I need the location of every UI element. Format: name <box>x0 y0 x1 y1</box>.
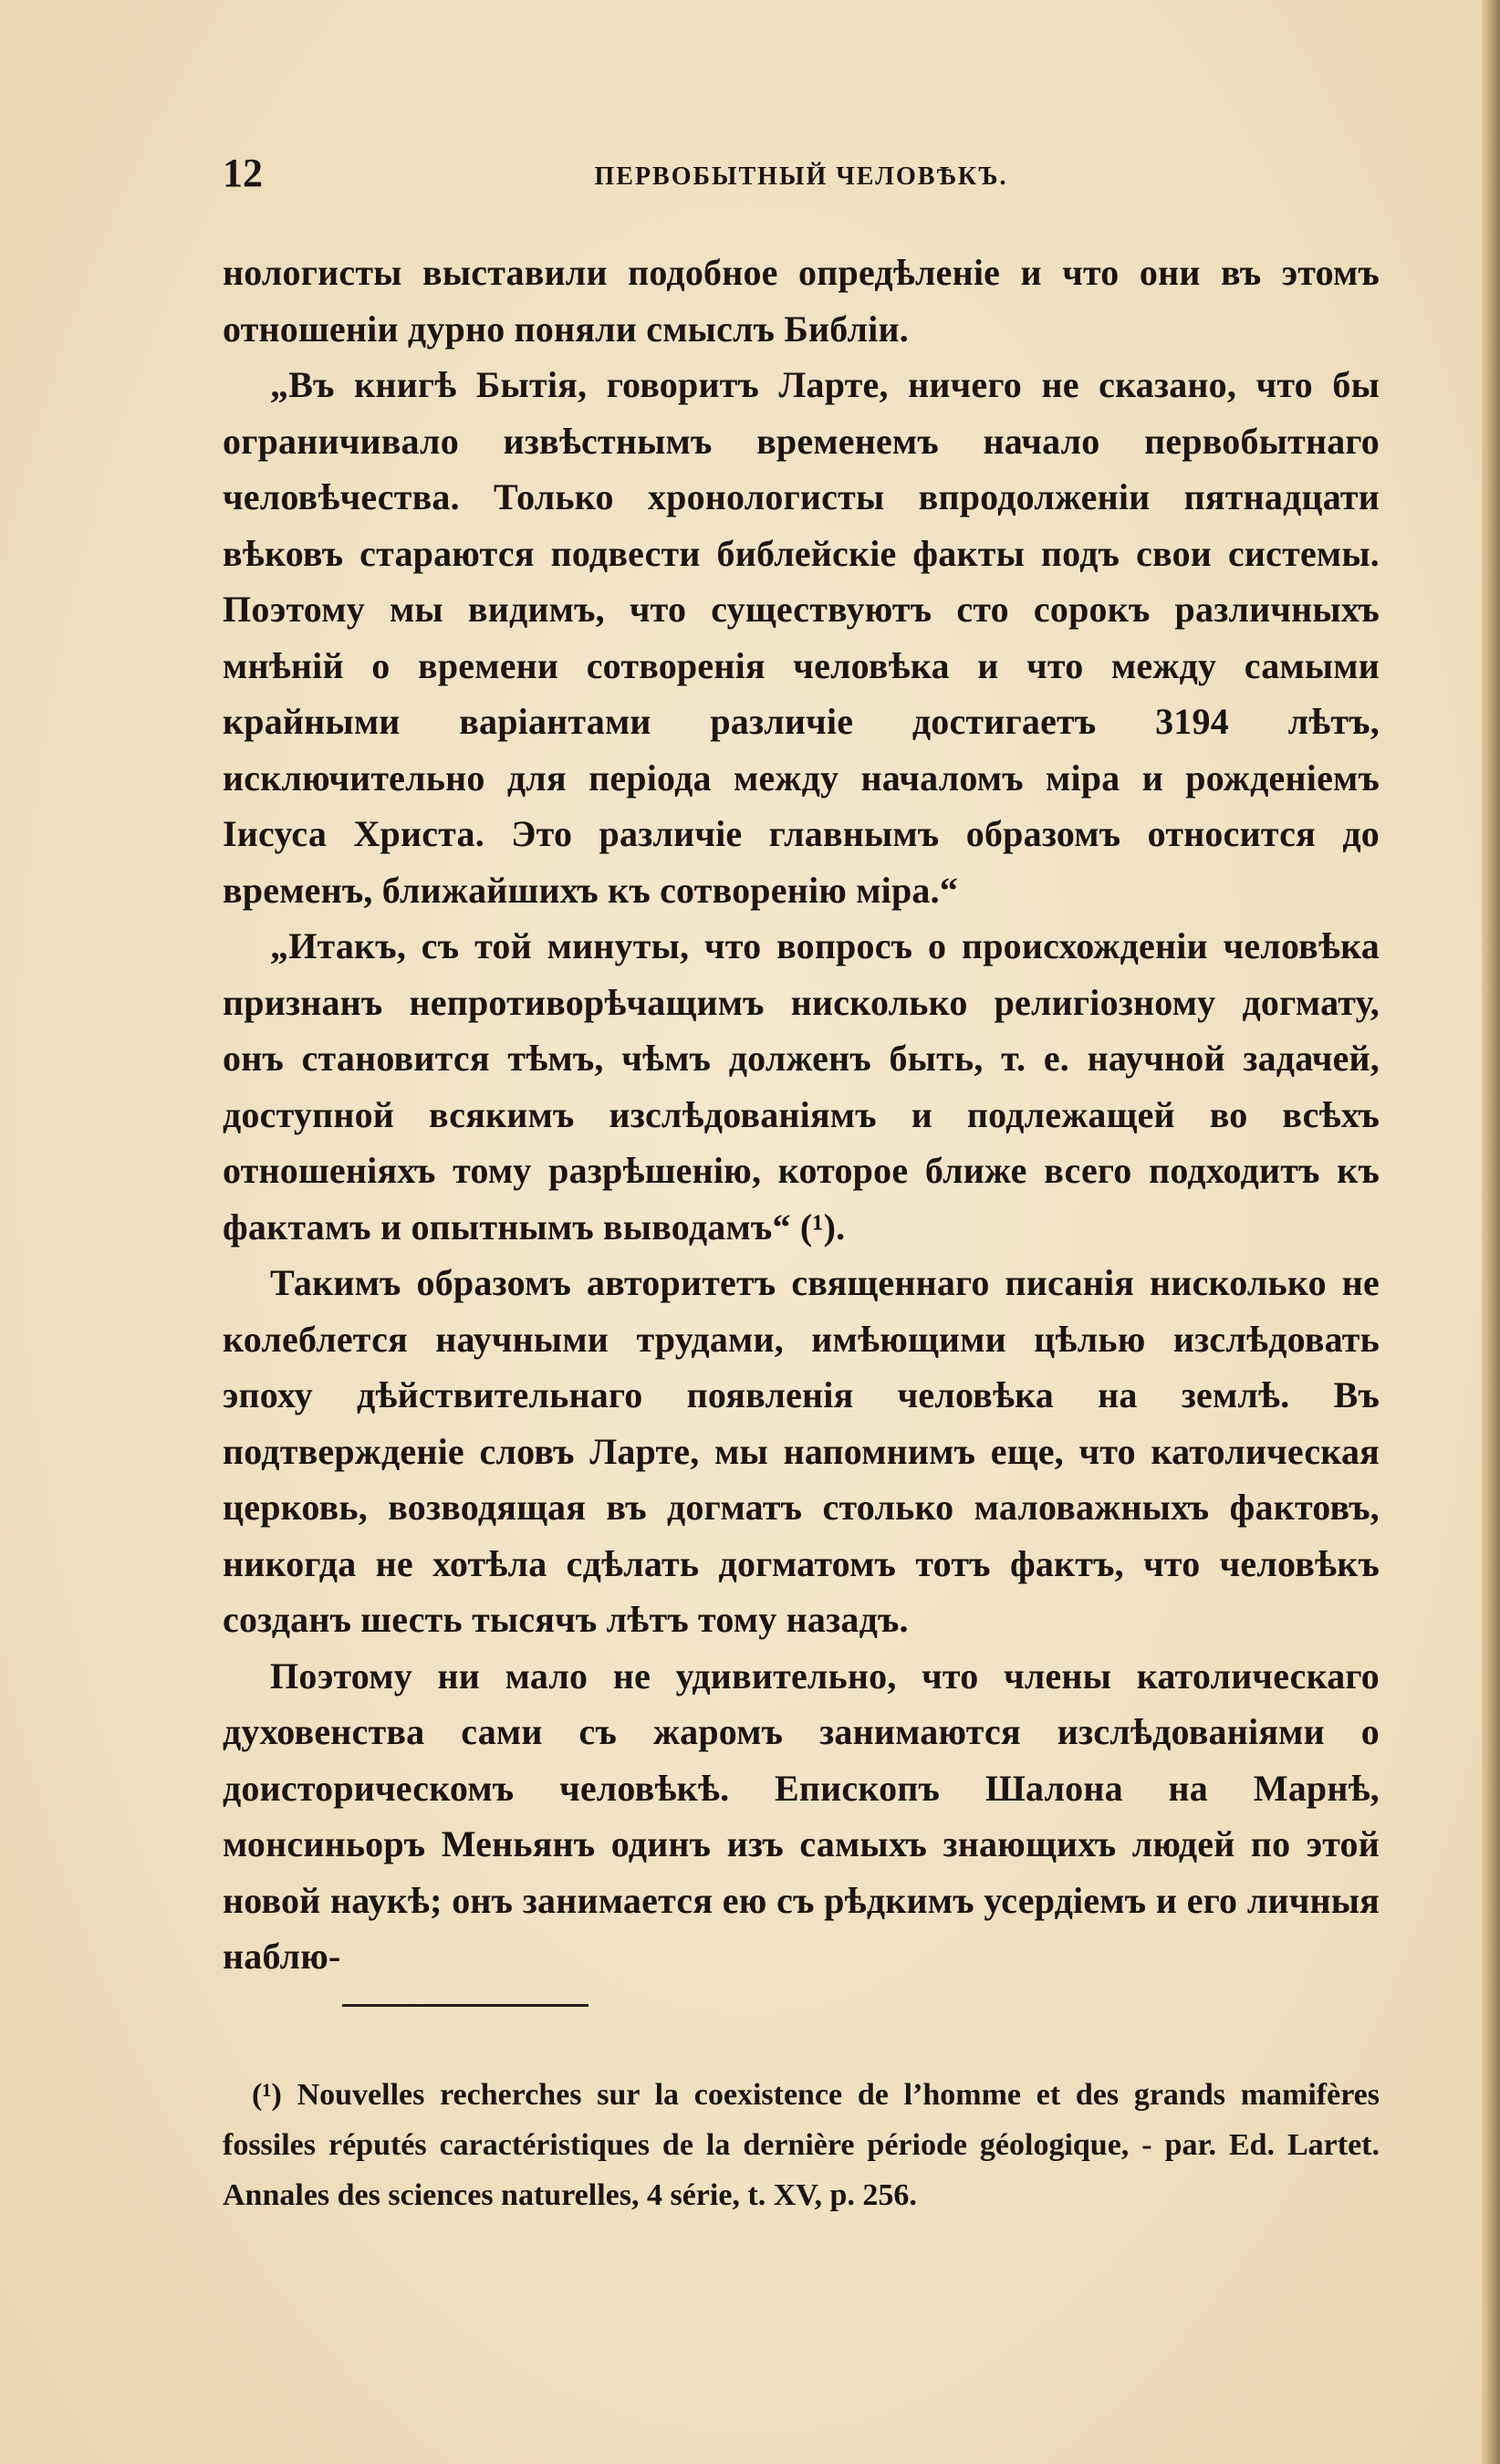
paragraph: „Въ книгѣ Бытія, говоритъ Ларте, ничего не сказано, что бы ограничивало извѣстнымъ временемъ начало первобытнаго человѣчества. Только хронологисты впродолженіи пятнадцати вѣковъ стараются подвести библейскіе факты подъ свои системы. Поэтому мы видимъ, что существуютъ сто сорокъ различныхъ мнѣній о времени сотворенія человѣка и что между самыми крайными варіантами различіе достигаетъ 3194 лѣтъ, исключительно для періода между началомъ міра и рожденіемъ Іисуса Христа. Это различіе главнымъ образомъ относится до временъ, ближайшихъ къ сотворенію міра.“ <box>223 364 1380 911</box>
paragraph: „Итакъ, съ той минуты, что вопросъ о происхожденіи человѣка признанъ непротиворѣчащимъ нисколько религіозному догмату, онъ становится тѣмъ, чѣмъ долженъ быть, т. е. научной задачей, доступной всякимъ изслѣдованіямъ и подлежащей во всѣхъ отношеніяхъ тому разрѣшенію, которое ближе всего подходитъ къ фактамъ и опытнымъ выводамъ“ (¹). <box>223 925 1380 1248</box>
footnote-text: Nouvelles recherches sur la coexistence de l’homme et des grands mamifères fossiles réputés caractéristiques de la dernière période géologique, - par. Ed. Lartet. Annales des sciences naturelles, 4 série, t. XV, p. 256. <box>223 2078 1380 2212</box>
page-number: 12 <box>223 151 263 195</box>
paragraph: Такимъ образомъ авторитетъ священнаго писанія нисколько не колеблется научными трудами, имѣющими цѣлью изслѣдовать эпоху дѣйствительнаго появленія человѣка на землѣ. Въ подтвержденіе словъ Ларте, мы напомнимъ еще, что католическая церковь, возводящая въ догматъ столько маловажныхъ фактовъ, никогда не хотѣла сдѣлать догматомъ тотъ фактъ, что человѣкъ созданъ шесть тысячъ лѣтъ тому назадъ. <box>223 1262 1380 1640</box>
paragraph: нологисты выставили подобное опредѣленіе и что они въ этомъ отношеніи дурно поняли смыслъ Библіи. <box>223 252 1380 350</box>
paragraph: Поэтому ни мало не удивительно, что члены католическаго духовенства сами съ жаромъ занимаются изслѣдованіями о доисторическомъ человѣкѣ. Епископъ Шалона на Марнѣ, монсиньоръ Меньянъ одинъ изъ самыхъ знающихъ людей по этой новой наукѣ; онъ занимается ею съ рѣдкимъ усердіемъ и его личныя наблю- <box>223 1655 1380 1977</box>
running-title: ПЕРВОБЫТНЫЙ ЧЕЛОВѢКЪ. <box>594 162 1008 191</box>
footnote <box>223 2070 1380 2220</box>
footnote-marker: (¹) <box>252 2078 282 2112</box>
body-text <box>223 245 1380 1985</box>
page-edge <box>1482 0 1500 2464</box>
footnote-divider <box>342 2004 589 2007</box>
page-header <box>223 146 1380 201</box>
